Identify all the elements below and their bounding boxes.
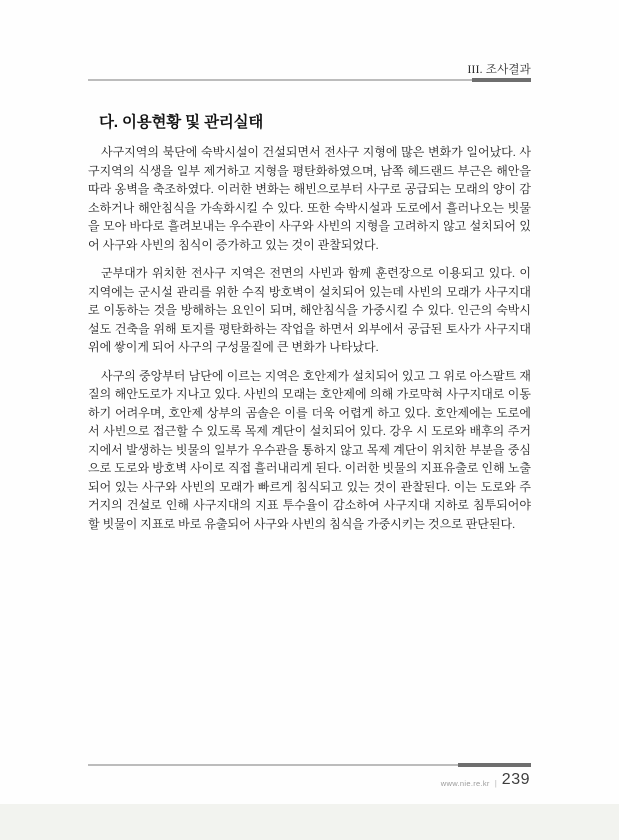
- running-header-section-label: III. 조사결과: [467, 64, 531, 76]
- body-text-block: [88, 143, 531, 543]
- footer-rule: [88, 763, 531, 767]
- header-rule-light-segment: [88, 79, 531, 81]
- header-rule: [88, 78, 531, 82]
- footer-page-number: 239: [501, 771, 530, 788]
- footer-meta: [441, 771, 530, 789]
- footer-rule-dark-segment: [458, 763, 531, 767]
- footer-separator: |: [494, 778, 497, 788]
- paragraph-2: 군부대가 위치한 전사구 지역은 전면의 사빈과 함께 훈련장으로 이용되고 있다. 이 지역에는 군시설 관리를 위한 수직 방호벽이 설치되어 있는데 사빈의 모래가 사구지대로 이동하는 것을 방해하는 요인이 되며, 해안침식을 가중시킬 수 있다. 인근의 숙박시설도 건축을 위해 토지를 평탄화하는 작업을 하면서 외부에서 공급된 토사가 사구지대 위에 쌓이게 되어 사구의 구성물질에 큰 변화가 나타났다.: [88, 266, 531, 354]
- section-title: 다. 이용현황 및 관리실태: [99, 114, 264, 131]
- page-bottom-shade: [0, 804, 619, 840]
- footer-website: www.nie.re.kr: [440, 778, 490, 788]
- paragraph-3: 사구의 중앙부터 남단에 이르는 지역은 호안제가 설치되어 있고 그 위로 아스팔트 재질의 해안도로가 지나고 있다. 사빈의 모래는 호안제에 의해 가로막혀 사구지대로 이동하기 어려우며, 호안제 상부의 곰솔은 이를 더욱 어렵게 하고 있다. 호안제에는 도로에서 사빈으로 접근할 수 있도록 목제 계단이 설치되어 있다. 강우 시 도로와 배후의 주거지에서 발생하는 빗물의 일부가 우수관을 통하지 않고 목제 계단이 위치한 부분을 중심으로 도로와 방호벽 사이로 직접 흘러내리게 된다. 이러한 빗물의 지표유출로 인해 노출되어 있는 사구와 사빈의 모래가 빠르게 침식되고 있는 것이 관찰된다. 이는 도로와 주거지의 건설로 인해 사구지대의 지표 투수율이 감소하여 사구지대 지하로 침투되어야 할 빗물이 지표로 바로 유출되어 사구와 사빈의 침식을 가중시키는 것으로 판단된다.: [88, 368, 531, 531]
- header-rule-dark-segment: [472, 78, 531, 82]
- paragraph-1: 사구지역의 북단에 숙박시설이 건설되면서 전사구 지형에 많은 변화가 일어났다. 사구지역의 식생을 일부 제거하고 지형을 평탄화하였으며, 남쪽 헤드랜드 부근은 해안을 따라 옹벽을 축조하였다. 이러한 변화는 해빈으로부터 사구로 공급되는 모래의 양이 감소하거나 해안침식을 가속화시킬 수 있다. 또한 숙박시설과 도로에서 흘러나오는 빗물을 모아 바다로 흘려보내는 우수관이 사구와 사빈의 지형을 고려하지 않고 설치되어 있어 사구와 사빈의 침식이 증가하고 있는 것이 관찰되었다.: [88, 145, 531, 252]
